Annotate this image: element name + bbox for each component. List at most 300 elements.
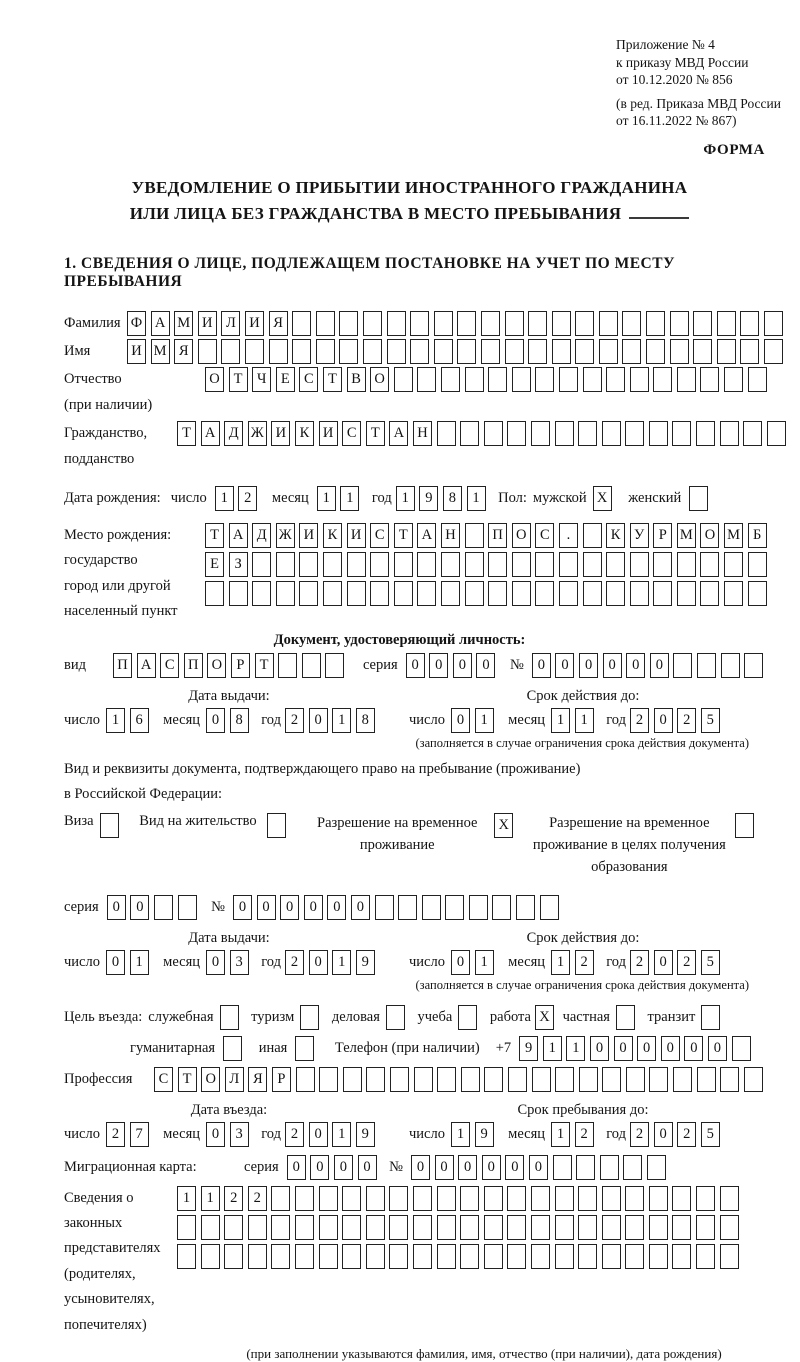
char-box[interactable]: 0 — [650, 653, 669, 678]
char-box[interactable]: Е — [205, 552, 224, 577]
char-box[interactable] — [672, 421, 691, 446]
char-box[interactable]: 2 — [224, 1186, 243, 1211]
char-box[interactable] — [465, 581, 484, 606]
char-box[interactable] — [531, 421, 550, 446]
char-box[interactable] — [600, 1155, 619, 1180]
char-box[interactable] — [649, 421, 668, 446]
char-box[interactable] — [413, 1244, 432, 1269]
char-box[interactable] — [271, 1244, 290, 1269]
char-box[interactable]: И — [347, 523, 366, 548]
char-box[interactable]: 8 — [443, 486, 462, 511]
char-box[interactable] — [248, 1215, 267, 1240]
char-box[interactable] — [370, 552, 389, 577]
char-box[interactable]: 0 — [309, 708, 328, 733]
char-box[interactable]: 9 — [475, 1122, 494, 1147]
char-box[interactable] — [248, 1244, 267, 1269]
char-box[interactable]: 0 — [654, 1122, 673, 1147]
char-box[interactable] — [697, 653, 716, 678]
char-box[interactable] — [201, 1215, 220, 1240]
char-box[interactable]: 0 — [358, 1155, 377, 1180]
char-box[interactable]: 0 — [532, 653, 551, 678]
char-box[interactable] — [696, 1186, 715, 1211]
char-box[interactable] — [583, 581, 602, 606]
char-box[interactable] — [507, 1186, 526, 1211]
char-box[interactable]: 0 — [708, 1036, 727, 1061]
char-box[interactable] — [461, 1067, 480, 1092]
char-box[interactable]: 9 — [519, 1036, 538, 1061]
char-box[interactable] — [531, 1244, 550, 1269]
char-box[interactable]: . — [559, 523, 578, 548]
char-box[interactable]: З — [229, 552, 248, 577]
char-box[interactable]: О — [201, 1067, 220, 1092]
char-box[interactable]: С — [370, 523, 389, 548]
char-box[interactable] — [390, 1067, 409, 1092]
char-box[interactable]: 0 — [451, 708, 470, 733]
char-box[interactable]: Ж — [276, 523, 295, 548]
char-box[interactable] — [375, 895, 394, 920]
char-box[interactable]: 0 — [304, 895, 323, 920]
char-box[interactable]: И — [299, 523, 318, 548]
char-box[interactable] — [465, 367, 484, 392]
char-box[interactable] — [528, 339, 547, 364]
char-box[interactable] — [319, 1186, 338, 1211]
char-box[interactable]: 2 — [285, 950, 304, 975]
char-box[interactable] — [559, 367, 578, 392]
char-box[interactable] — [626, 1067, 645, 1092]
char-box[interactable]: 2 — [677, 708, 696, 733]
char-box[interactable] — [414, 1067, 433, 1092]
char-box[interactable] — [653, 367, 672, 392]
char-box[interactable] — [221, 339, 240, 364]
char-box[interactable] — [488, 552, 507, 577]
char-box[interactable] — [717, 339, 736, 364]
female-checkbox[interactable] — [689, 486, 708, 511]
char-box[interactable]: Б — [748, 523, 767, 548]
char-box[interactable] — [535, 581, 554, 606]
char-box[interactable] — [410, 311, 429, 336]
purpose-tourism-checkbox[interactable] — [300, 1005, 319, 1030]
char-box[interactable] — [488, 581, 507, 606]
char-box[interactable]: 2 — [630, 950, 649, 975]
char-box[interactable]: 0 — [406, 653, 425, 678]
char-box[interactable]: 0 — [351, 895, 370, 920]
char-box[interactable] — [154, 895, 173, 920]
char-box[interactable] — [177, 1244, 196, 1269]
char-box[interactable]: 0 — [309, 1122, 328, 1147]
char-box[interactable]: 0 — [603, 653, 622, 678]
char-box[interactable]: 0 — [555, 653, 574, 678]
char-box[interactable]: 0 — [458, 1155, 477, 1180]
char-box[interactable] — [720, 421, 739, 446]
char-box[interactable] — [488, 367, 507, 392]
char-box[interactable]: И — [271, 421, 290, 446]
char-box[interactable] — [469, 895, 488, 920]
char-box[interactable]: Т — [323, 367, 342, 392]
char-box[interactable] — [178, 895, 197, 920]
char-box[interactable]: Ж — [248, 421, 267, 446]
char-box[interactable] — [465, 523, 484, 548]
char-box[interactable] — [622, 339, 641, 364]
char-box[interactable] — [271, 1186, 290, 1211]
char-box[interactable]: К — [323, 523, 342, 548]
char-box[interactable]: 0 — [529, 1155, 548, 1180]
char-box[interactable] — [583, 552, 602, 577]
char-box[interactable]: 1 — [177, 1186, 196, 1211]
char-box[interactable] — [295, 1186, 314, 1211]
char-box[interactable]: 1 — [551, 1122, 570, 1147]
char-box[interactable]: И — [127, 339, 146, 364]
char-box[interactable]: С — [535, 523, 554, 548]
char-box[interactable] — [670, 311, 689, 336]
char-box[interactable]: 0 — [206, 950, 225, 975]
char-box[interactable] — [229, 581, 248, 606]
char-box[interactable] — [252, 581, 271, 606]
char-box[interactable] — [413, 1186, 432, 1211]
char-box[interactable]: А — [229, 523, 248, 548]
char-box[interactable] — [559, 581, 578, 606]
char-box[interactable]: Л — [221, 311, 240, 336]
char-box[interactable] — [245, 339, 264, 364]
char-box[interactable] — [555, 1215, 574, 1240]
char-box[interactable]: 0 — [309, 950, 328, 975]
char-box[interactable] — [205, 581, 224, 606]
char-box[interactable] — [646, 311, 665, 336]
char-box[interactable]: Т — [205, 523, 224, 548]
char-box[interactable] — [602, 1244, 621, 1269]
char-box[interactable]: Е — [276, 367, 295, 392]
char-box[interactable] — [516, 895, 535, 920]
char-box[interactable] — [625, 421, 644, 446]
char-box[interactable] — [743, 421, 762, 446]
char-box[interactable]: 1 — [575, 708, 594, 733]
char-box[interactable] — [583, 367, 602, 392]
char-box[interactable] — [720, 1186, 739, 1211]
char-box[interactable] — [602, 421, 621, 446]
char-box[interactable] — [578, 1186, 597, 1211]
char-box[interactable] — [672, 1186, 691, 1211]
char-box[interactable]: 9 — [356, 1122, 375, 1147]
char-box[interactable] — [625, 1186, 644, 1211]
char-box[interactable] — [484, 1215, 503, 1240]
char-box[interactable]: 0 — [453, 653, 472, 678]
char-box[interactable] — [460, 421, 479, 446]
char-box[interactable] — [437, 1186, 456, 1211]
char-box[interactable] — [646, 339, 665, 364]
char-box[interactable] — [319, 1244, 338, 1269]
char-box[interactable] — [555, 1244, 574, 1269]
char-box[interactable] — [602, 1186, 621, 1211]
char-box[interactable]: М — [677, 523, 696, 548]
char-box[interactable] — [700, 581, 719, 606]
char-box[interactable] — [720, 1244, 739, 1269]
char-box[interactable]: И — [319, 421, 338, 446]
char-box[interactable] — [339, 311, 358, 336]
char-box[interactable]: 1 — [215, 486, 234, 511]
char-box[interactable] — [630, 367, 649, 392]
char-box[interactable] — [625, 1215, 644, 1240]
char-box[interactable] — [575, 311, 594, 336]
char-box[interactable] — [441, 367, 460, 392]
char-box[interactable] — [532, 1067, 551, 1092]
char-box[interactable]: 6 — [130, 708, 149, 733]
char-box[interactable] — [535, 552, 554, 577]
char-box[interactable] — [653, 581, 672, 606]
char-box[interactable]: 2 — [575, 1122, 594, 1147]
char-box[interactable] — [535, 367, 554, 392]
char-box[interactable]: А — [417, 523, 436, 548]
char-box[interactable]: С — [160, 653, 179, 678]
char-box[interactable] — [410, 339, 429, 364]
char-box[interactable]: Л — [225, 1067, 244, 1092]
purpose-business-checkbox[interactable] — [386, 1005, 405, 1030]
char-box[interactable]: 8 — [230, 708, 249, 733]
char-box[interactable]: М — [174, 311, 193, 336]
char-box[interactable] — [700, 367, 719, 392]
char-box[interactable]: 0 — [106, 950, 125, 975]
char-box[interactable] — [460, 1215, 479, 1240]
char-box[interactable] — [717, 311, 736, 336]
char-box[interactable]: 1 — [106, 708, 125, 733]
char-box[interactable] — [343, 1067, 362, 1092]
char-box[interactable] — [457, 311, 476, 336]
char-box[interactable] — [677, 581, 696, 606]
purpose-private-checkbox[interactable] — [616, 1005, 635, 1030]
char-box[interactable] — [677, 367, 696, 392]
char-box[interactable] — [693, 339, 712, 364]
char-box[interactable] — [387, 311, 406, 336]
char-box[interactable] — [512, 367, 531, 392]
char-box[interactable] — [732, 1036, 751, 1061]
char-box[interactable] — [748, 367, 767, 392]
char-box[interactable] — [417, 552, 436, 577]
char-box[interactable]: 1 — [551, 708, 570, 733]
char-box[interactable] — [398, 895, 417, 920]
char-box[interactable] — [319, 1215, 338, 1240]
char-box[interactable] — [323, 581, 342, 606]
char-box[interactable]: 0 — [661, 1036, 680, 1061]
char-box[interactable] — [575, 339, 594, 364]
char-box[interactable]: 1 — [566, 1036, 585, 1061]
char-box[interactable]: Д — [224, 421, 243, 446]
visa-checkbox[interactable] — [100, 813, 119, 838]
char-box[interactable] — [366, 1186, 385, 1211]
char-box[interactable]: 0 — [206, 708, 225, 733]
char-box[interactable]: Р — [231, 653, 250, 678]
char-box[interactable] — [339, 339, 358, 364]
char-box[interactable]: 0 — [654, 950, 673, 975]
char-box[interactable]: 0 — [476, 653, 495, 678]
char-box[interactable]: 0 — [429, 653, 448, 678]
char-box[interactable]: А — [201, 421, 220, 446]
char-box[interactable]: 2 — [248, 1186, 267, 1211]
char-box[interactable]: 1 — [467, 486, 486, 511]
char-box[interactable]: И — [198, 311, 217, 336]
char-box[interactable] — [465, 552, 484, 577]
char-box[interactable] — [578, 1215, 597, 1240]
char-box[interactable]: М — [724, 523, 743, 548]
char-box[interactable] — [299, 552, 318, 577]
char-box[interactable] — [622, 311, 641, 336]
char-box[interactable]: 0 — [451, 950, 470, 975]
char-box[interactable]: 1 — [332, 708, 351, 733]
char-box[interactable]: Н — [413, 421, 432, 446]
char-box[interactable] — [387, 339, 406, 364]
purpose-study-checkbox[interactable] — [458, 1005, 477, 1030]
char-box[interactable]: С — [342, 421, 361, 446]
char-box[interactable] — [347, 581, 366, 606]
char-box[interactable] — [366, 1067, 385, 1092]
char-box[interactable] — [720, 1215, 739, 1240]
char-box[interactable]: 1 — [475, 708, 494, 733]
char-box[interactable]: 1 — [475, 950, 494, 975]
char-box[interactable]: С — [299, 367, 318, 392]
char-box[interactable] — [370, 581, 389, 606]
char-box[interactable] — [531, 1186, 550, 1211]
char-box[interactable] — [555, 1067, 574, 1092]
char-box[interactable]: 0 — [310, 1155, 329, 1180]
char-box[interactable] — [576, 1155, 595, 1180]
char-box[interactable] — [302, 653, 321, 678]
char-box[interactable] — [325, 653, 344, 678]
char-box[interactable] — [481, 311, 500, 336]
char-box[interactable]: У — [630, 523, 649, 548]
char-box[interactable] — [484, 1186, 503, 1211]
residence-permit-checkbox[interactable] — [267, 813, 286, 838]
char-box[interactable] — [417, 581, 436, 606]
char-box[interactable] — [653, 552, 672, 577]
char-box[interactable]: 1 — [201, 1186, 220, 1211]
char-box[interactable]: А — [389, 421, 408, 446]
char-box[interactable]: 0 — [684, 1036, 703, 1061]
char-box[interactable]: 1 — [332, 950, 351, 975]
char-box[interactable] — [224, 1215, 243, 1240]
char-box[interactable]: С — [154, 1067, 173, 1092]
char-box[interactable] — [670, 339, 689, 364]
char-box[interactable]: Я — [174, 339, 193, 364]
char-box[interactable]: 0 — [505, 1155, 524, 1180]
char-box[interactable] — [434, 311, 453, 336]
char-box[interactable] — [389, 1244, 408, 1269]
char-box[interactable] — [630, 581, 649, 606]
char-box[interactable] — [555, 1186, 574, 1211]
char-box[interactable] — [767, 421, 786, 446]
char-box[interactable] — [649, 1067, 668, 1092]
char-box[interactable] — [342, 1186, 361, 1211]
char-box[interactable]: 0 — [626, 653, 645, 678]
char-box[interactable] — [647, 1155, 666, 1180]
char-box[interactable]: 0 — [411, 1155, 430, 1180]
char-box[interactable]: В — [347, 367, 366, 392]
char-box[interactable]: Т — [394, 523, 413, 548]
char-box[interactable]: 0 — [233, 895, 252, 920]
char-box[interactable] — [507, 1215, 526, 1240]
char-box[interactable]: 1 — [543, 1036, 562, 1061]
char-box[interactable] — [441, 552, 460, 577]
char-box[interactable] — [347, 552, 366, 577]
char-box[interactable]: О — [370, 367, 389, 392]
char-box[interactable] — [672, 1244, 691, 1269]
char-box[interactable] — [696, 1215, 715, 1240]
char-box[interactable] — [507, 421, 526, 446]
char-box[interactable] — [625, 1244, 644, 1269]
char-box[interactable]: 2 — [106, 1122, 125, 1147]
char-box[interactable] — [744, 1067, 763, 1092]
char-box[interactable] — [296, 1067, 315, 1092]
char-box[interactable]: 1 — [332, 1122, 351, 1147]
char-box[interactable]: 9 — [356, 950, 375, 975]
char-box[interactable]: 3 — [230, 1122, 249, 1147]
char-box[interactable] — [606, 581, 625, 606]
char-box[interactable] — [697, 1067, 716, 1092]
char-box[interactable]: 2 — [285, 1122, 304, 1147]
char-box[interactable] — [417, 367, 436, 392]
char-box[interactable] — [673, 653, 692, 678]
char-box[interactable]: Ч — [252, 367, 271, 392]
char-box[interactable] — [606, 552, 625, 577]
char-box[interactable]: 0 — [206, 1122, 225, 1147]
char-box[interactable] — [413, 1215, 432, 1240]
char-box[interactable] — [457, 339, 476, 364]
char-box[interactable] — [295, 1244, 314, 1269]
char-box[interactable] — [276, 581, 295, 606]
char-box[interactable]: М — [151, 339, 170, 364]
char-box[interactable] — [649, 1186, 668, 1211]
char-box[interactable]: Т — [178, 1067, 197, 1092]
char-box[interactable]: 2 — [285, 708, 304, 733]
char-box[interactable]: 5 — [701, 950, 720, 975]
char-box[interactable]: О — [512, 523, 531, 548]
char-box[interactable] — [484, 421, 503, 446]
char-box[interactable] — [528, 311, 547, 336]
char-box[interactable] — [740, 339, 759, 364]
char-box[interactable] — [764, 311, 783, 336]
char-box[interactable] — [583, 523, 602, 548]
char-box[interactable] — [649, 1244, 668, 1269]
char-box[interactable]: 0 — [257, 895, 276, 920]
char-box[interactable]: 2 — [238, 486, 257, 511]
char-box[interactable] — [201, 1244, 220, 1269]
char-box[interactable]: 2 — [677, 1122, 696, 1147]
char-box[interactable] — [606, 367, 625, 392]
char-box[interactable] — [441, 581, 460, 606]
char-box[interactable] — [540, 895, 559, 920]
char-box[interactable]: 7 — [130, 1122, 149, 1147]
char-box[interactable] — [394, 552, 413, 577]
char-box[interactable]: 2 — [630, 1122, 649, 1147]
char-box[interactable] — [599, 339, 618, 364]
char-box[interactable] — [748, 552, 767, 577]
char-box[interactable] — [292, 311, 311, 336]
char-box[interactable] — [437, 421, 456, 446]
char-box[interactable]: А — [137, 653, 156, 678]
char-box[interactable]: 0 — [614, 1036, 633, 1061]
char-box[interactable]: Р — [272, 1067, 291, 1092]
char-box[interactable] — [552, 311, 571, 336]
char-box[interactable]: 1 — [130, 950, 149, 975]
char-box[interactable]: К — [295, 421, 314, 446]
char-box[interactable] — [578, 1244, 597, 1269]
char-box[interactable] — [271, 1215, 290, 1240]
char-box[interactable] — [299, 581, 318, 606]
char-box[interactable] — [700, 552, 719, 577]
char-box[interactable] — [295, 1215, 314, 1240]
char-box[interactable]: 1 — [451, 1122, 470, 1147]
char-box[interactable]: Т — [177, 421, 196, 446]
char-box[interactable] — [508, 1067, 527, 1092]
char-box[interactable] — [177, 1215, 196, 1240]
char-box[interactable] — [724, 367, 743, 392]
char-box[interactable]: 0 — [107, 895, 126, 920]
